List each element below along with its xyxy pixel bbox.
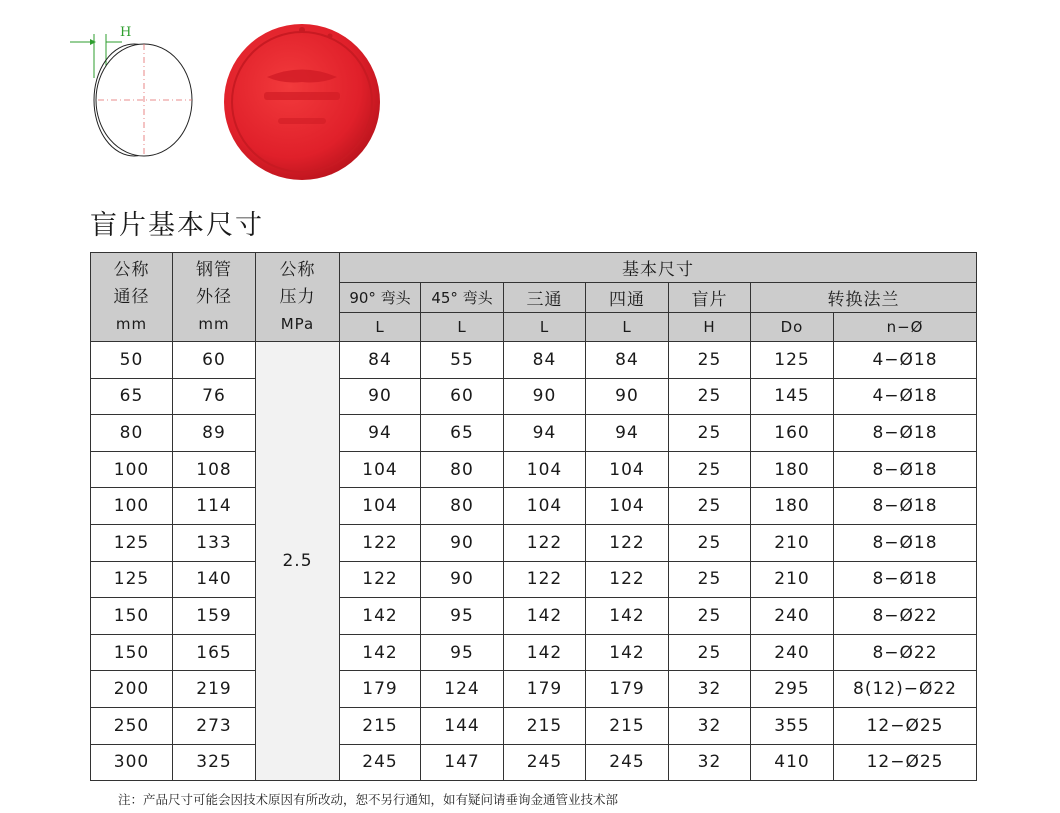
cell-flange-do: 145 [751, 378, 834, 415]
cell-outer-diameter: 325 [173, 744, 256, 781]
cell-elbow-45-l: 90 [421, 524, 504, 561]
cell-elbow-90-l: 104 [340, 451, 421, 488]
cell-flange-do: 160 [751, 415, 834, 452]
cell-nominal-size: 100 [91, 488, 173, 525]
cell-tee-l: 142 [504, 598, 586, 635]
cell-flange-do: 240 [751, 634, 834, 671]
cell-blind-h: 25 [669, 488, 751, 525]
cell-flange-holes: 8−Ø18 [834, 451, 977, 488]
header-elbow-45: 45° 弯头 [421, 283, 504, 313]
cell-nominal-size: 80 [91, 415, 173, 452]
dimension-table [90, 252, 977, 781]
cell-blind-h: 32 [669, 707, 751, 744]
cell-outer-diameter: 219 [173, 671, 256, 708]
section-title: 盲片基本尺寸 [90, 210, 264, 241]
cell-tee-l: 84 [504, 342, 586, 379]
cell-outer-diameter: 89 [173, 415, 256, 452]
header-pressure: 公称 压力 MPa [256, 253, 340, 342]
header-flange: 转换法兰 [751, 283, 977, 313]
cell-nominal-size: 125 [91, 561, 173, 598]
cell-flange-do: 125 [751, 342, 834, 379]
cell-flange-holes: 8−Ø18 [834, 524, 977, 561]
unit-l: L [504, 313, 586, 342]
cell-blind-h: 32 [669, 671, 751, 708]
cell-tee-l: 104 [504, 451, 586, 488]
cell-blind-h: 25 [669, 634, 751, 671]
cell-elbow-90-l: 142 [340, 598, 421, 635]
cell-nominal-size: 300 [91, 744, 173, 781]
unit-l: L [340, 313, 421, 342]
dimension-arrow [90, 39, 96, 45]
table-row [91, 707, 977, 744]
cell-elbow-90-l: 104 [340, 488, 421, 525]
cell-cross-l: 104 [586, 488, 669, 525]
cell-blind-h: 25 [669, 415, 751, 452]
plate-lug [328, 34, 333, 39]
cell-cross-l: 122 [586, 561, 669, 598]
cell-flange-do: 210 [751, 561, 834, 598]
plate-emboss-text [264, 92, 340, 100]
cell-flange-do: 210 [751, 524, 834, 561]
cell-blind-h: 25 [669, 378, 751, 415]
cell-elbow-45-l: 147 [421, 744, 504, 781]
cell-nominal-size: 65 [91, 378, 173, 415]
cell-tee-l: 142 [504, 634, 586, 671]
cell-flange-do: 240 [751, 598, 834, 635]
cell-flange-holes: 8−Ø18 [834, 488, 977, 525]
cell-nominal-size: 125 [91, 524, 173, 561]
header-elbow-90: 90° 弯头 [340, 283, 421, 313]
cell-nominal-size: 150 [91, 634, 173, 671]
cell-outer-diameter: 159 [173, 598, 256, 635]
cell-tee-l: 122 [504, 561, 586, 598]
cell-elbow-90-l: 245 [340, 744, 421, 781]
header-nominal-size: 公称 通径 mm [91, 253, 173, 342]
cell-outer-diameter: 133 [173, 524, 256, 561]
cell-elbow-45-l: 90 [421, 561, 504, 598]
cell-elbow-90-l: 94 [340, 415, 421, 452]
cell-outer-diameter: 165 [173, 634, 256, 671]
table-row [91, 561, 977, 598]
table-row [91, 524, 977, 561]
cell-tee-l: 179 [504, 671, 586, 708]
cell-flange-do: 295 [751, 671, 834, 708]
cell-outer-diameter: 114 [173, 488, 256, 525]
cell-cross-l: 245 [586, 744, 669, 781]
unit-n-holes: n−Ø [834, 313, 977, 342]
header-basic-dimensions: 基本尺寸 [340, 253, 977, 283]
cell-outer-diameter: 108 [173, 451, 256, 488]
cell-nominal-size: 250 [91, 707, 173, 744]
cell-elbow-45-l: 60 [421, 378, 504, 415]
cell-elbow-90-l: 142 [340, 634, 421, 671]
table-row [91, 671, 977, 708]
cell-cross-l: 104 [586, 451, 669, 488]
unit-h: H [669, 313, 751, 342]
table-row [91, 634, 977, 671]
table-row [91, 451, 977, 488]
table-body [91, 342, 977, 781]
footnote: 注：产品尺寸可能会因技术原因有所改动，恕不另行通知，如有疑问请垂询金通管业技术部 [118, 792, 619, 807]
unit-l: L [421, 313, 504, 342]
cell-flange-holes: 8−Ø18 [834, 415, 977, 452]
cell-nominal-size: 200 [91, 671, 173, 708]
blind-plate-product-image [222, 22, 382, 182]
cell-nominal-size: 150 [91, 598, 173, 635]
cell-outer-diameter: 76 [173, 378, 256, 415]
cell-cross-l: 179 [586, 671, 669, 708]
cell-elbow-90-l: 179 [340, 671, 421, 708]
cell-cross-l: 215 [586, 707, 669, 744]
table-row [91, 378, 977, 415]
cell-outer-diameter: 140 [173, 561, 256, 598]
header-cross: 四通 [586, 283, 669, 313]
cell-flange-holes: 4−Ø18 [834, 342, 977, 379]
cell-flange-do: 180 [751, 451, 834, 488]
header-outer-diameter: 钢管 外径 mm [173, 253, 256, 342]
cell-elbow-45-l: 95 [421, 598, 504, 635]
cell-elbow-45-l: 80 [421, 488, 504, 525]
plate-lug [299, 27, 305, 33]
cell-pressure: 2.5 [256, 342, 340, 781]
plate-emboss-mark [278, 118, 326, 124]
cell-flange-holes: 8−Ø22 [834, 598, 977, 635]
cell-flange-holes: 12−Ø25 [834, 744, 977, 781]
cell-tee-l: 215 [504, 707, 586, 744]
cell-tee-l: 90 [504, 378, 586, 415]
dimension-label-h: H [120, 25, 132, 40]
cell-blind-h: 25 [669, 342, 751, 379]
cell-flange-holes: 8−Ø22 [834, 634, 977, 671]
cell-cross-l: 90 [586, 378, 669, 415]
cell-cross-l: 142 [586, 634, 669, 671]
cell-blind-h: 25 [669, 451, 751, 488]
cell-outer-diameter: 273 [173, 707, 256, 744]
cell-flange-do: 410 [751, 744, 834, 781]
table-row [91, 488, 977, 525]
table-row [91, 598, 977, 635]
cell-cross-l: 84 [586, 342, 669, 379]
cell-elbow-45-l: 80 [421, 451, 504, 488]
cell-flange-holes: 4−Ø18 [834, 378, 977, 415]
cell-cross-l: 94 [586, 415, 669, 452]
cell-elbow-45-l: 144 [421, 707, 504, 744]
header-tee: 三通 [504, 283, 586, 313]
cell-nominal-size: 100 [91, 451, 173, 488]
table-row [91, 342, 977, 379]
cell-nominal-size: 50 [91, 342, 173, 379]
cell-flange-do: 180 [751, 488, 834, 525]
cell-cross-l: 142 [586, 598, 669, 635]
cell-elbow-90-l: 84 [340, 342, 421, 379]
cell-blind-h: 25 [669, 524, 751, 561]
blind-plate-diagram [64, 18, 204, 158]
cell-blind-h: 25 [669, 598, 751, 635]
cell-elbow-90-l: 215 [340, 707, 421, 744]
cell-flange-do: 355 [751, 707, 834, 744]
cell-blind-h: 25 [669, 561, 751, 598]
cell-flange-holes: 8(12)−Ø22 [834, 671, 977, 708]
cell-elbow-45-l: 65 [421, 415, 504, 452]
unit-l: L [586, 313, 669, 342]
table-row [91, 415, 977, 452]
cell-tee-l: 245 [504, 744, 586, 781]
cell-cross-l: 122 [586, 524, 669, 561]
cell-tee-l: 104 [504, 488, 586, 525]
cell-flange-holes: 12−Ø25 [834, 707, 977, 744]
cell-tee-l: 122 [504, 524, 586, 561]
cell-elbow-90-l: 90 [340, 378, 421, 415]
unit-do: Do [751, 313, 834, 342]
cell-elbow-45-l: 95 [421, 634, 504, 671]
header-blind: 盲片 [669, 283, 751, 313]
cell-elbow-45-l: 55 [421, 342, 504, 379]
plate-body [224, 24, 380, 180]
table-row [91, 744, 977, 781]
cell-blind-h: 32 [669, 744, 751, 781]
cell-elbow-90-l: 122 [340, 524, 421, 561]
cell-tee-l: 94 [504, 415, 586, 452]
cell-flange-holes: 8−Ø18 [834, 561, 977, 598]
cell-elbow-90-l: 122 [340, 561, 421, 598]
cell-outer-diameter: 60 [173, 342, 256, 379]
cell-elbow-45-l: 124 [421, 671, 504, 708]
